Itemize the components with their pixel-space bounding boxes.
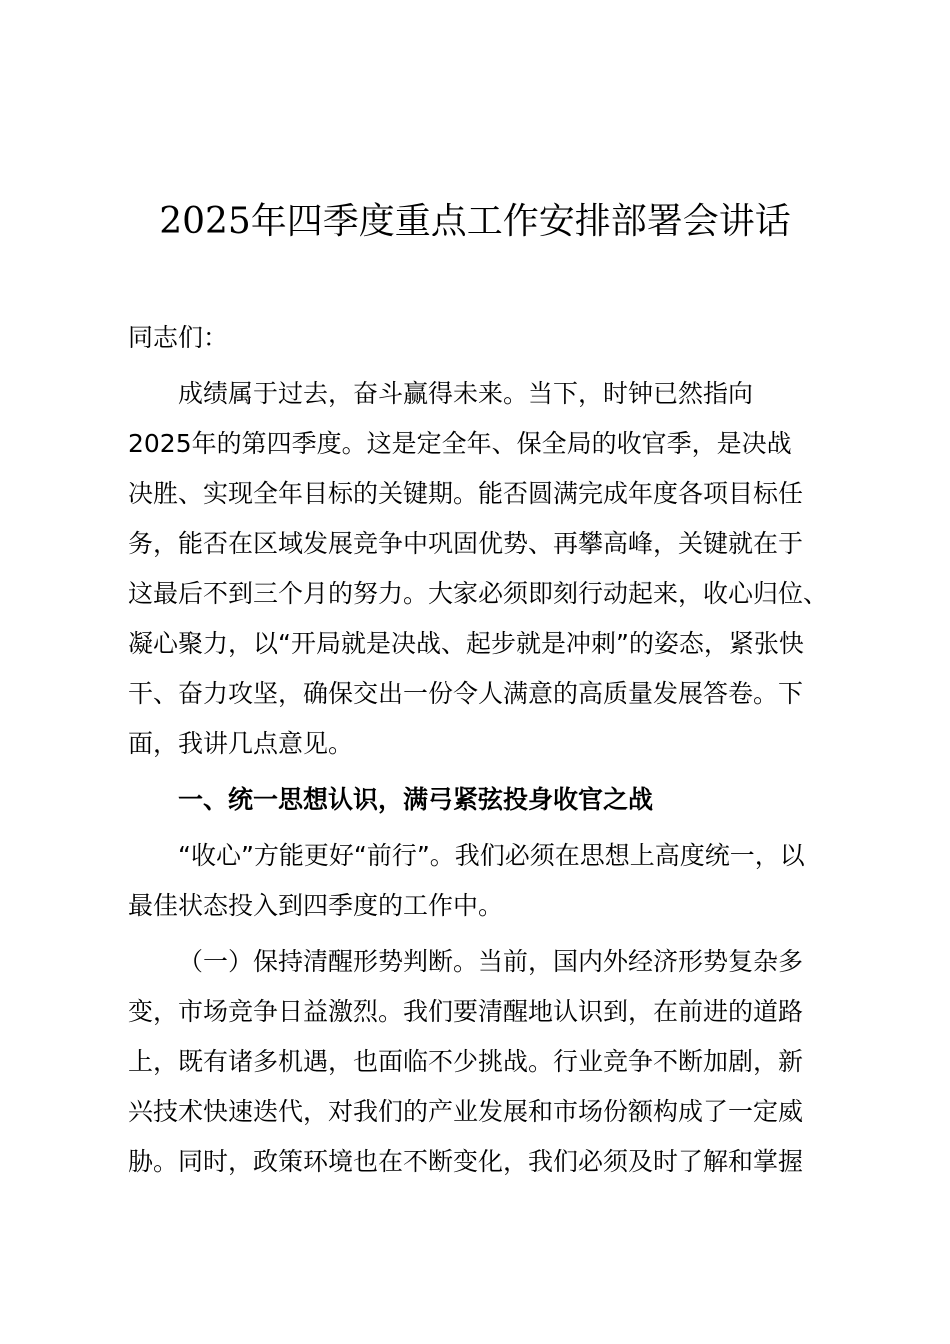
text-line: “收心”方能更好“前行”。我们必须在思想上高度统一，以 bbox=[178, 841, 805, 870]
text-line: 变，市场竞争日益激烈。我们要清醒地认识到，在前进的道路 bbox=[128, 997, 804, 1026]
text-line: 最佳状态投入到四季度的工作中。 bbox=[128, 891, 504, 920]
text-line: 2025年的第四季度。这是定全年、保全局的收官季，是决战 bbox=[128, 429, 792, 458]
text-line: 决胜、实现全年目标的关键期。能否圆满完成年度各项目标任 bbox=[128, 479, 804, 508]
text-line: 务，能否在区域发展竞争中巩固优势、再攀高峰，关键就在于 bbox=[128, 529, 804, 558]
heading-text: 一、统一思想认识，满弓紧弦投身收官之战 bbox=[178, 785, 654, 814]
text-line: 成绩属于过去，奋斗赢得未来。当下，时钟已然指向 bbox=[178, 379, 754, 408]
paragraph-intro bbox=[128, 369, 848, 769]
section-heading-1 bbox=[128, 775, 848, 825]
text-line: 上，既有诸多机遇，也面临不少挑战。行业竞争不断加剧，新 bbox=[128, 1047, 804, 1076]
document-title: 2025年四季度重点工作安排部署会讲话 bbox=[159, 201, 791, 242]
text-line: （一）保持清醒形势判断。当前，国内外经济形势复杂多 bbox=[178, 947, 804, 976]
text-line: 兴技术快速迭代，对我们的产业发展和市场份额构成了一定威 bbox=[128, 1097, 804, 1126]
text-line: 凝心聚力，以“开局就是决战、起步就是冲刺”的姿态，紧张快 bbox=[128, 629, 804, 658]
salutation: 同志们： bbox=[128, 323, 229, 352]
paragraph-subsection-1 bbox=[128, 937, 848, 1187]
paragraph-section-intro bbox=[128, 831, 848, 931]
text-line: 这最后不到三个月的努力。大家必须即刻行动起来，收心归位、 bbox=[128, 579, 829, 608]
text-line: 面，我讲几点意见。 bbox=[128, 729, 354, 758]
document-body bbox=[128, 313, 848, 1193]
text-line: 干、奋力攻坚，确保交出一份令人满意的高质量发展答卷。下 bbox=[128, 679, 804, 708]
text-line: 胁。同时，政策环境也在不断变化，我们必须及时了解和掌握 bbox=[128, 1147, 804, 1176]
